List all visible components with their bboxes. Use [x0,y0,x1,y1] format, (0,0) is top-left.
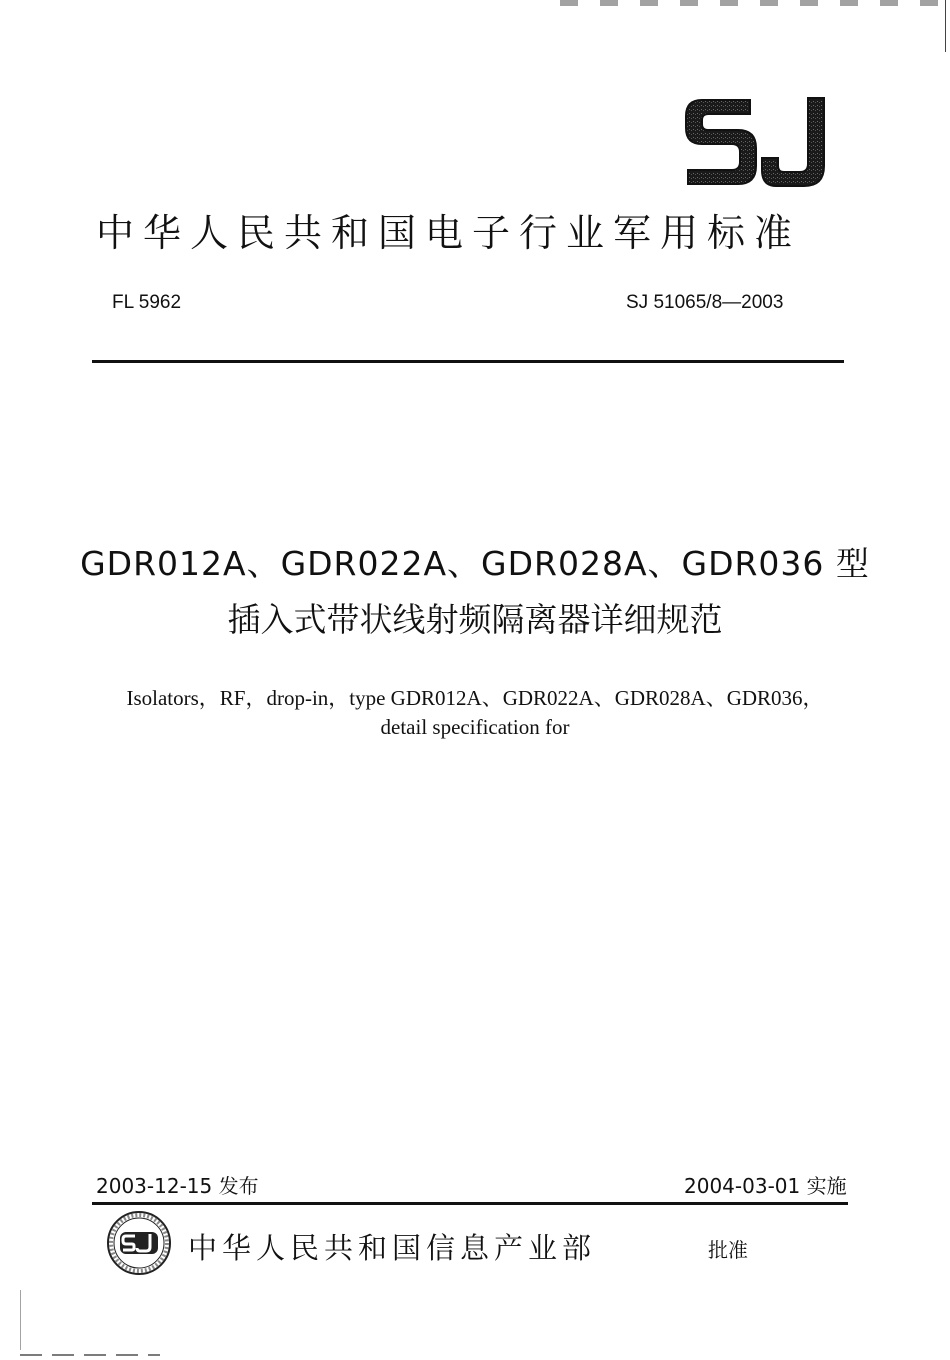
standard-number: SJ 51065/8—2003 [626,292,784,313]
scan-artifact-right [945,0,946,52]
title-chinese-line-1: GDR012A、GDR022A、GDR028A、GDR036 型 [80,544,870,583]
title-chinese-line-2: 插入式带状线射频隔离器详细规范 [227,600,723,639]
standard-type-title: 中华人民共和国电子行业军用标准 [96,211,802,255]
ministry-seal [102,1210,176,1276]
approved-label: 批准 [708,1238,748,1262]
title-english-line-1: Isolators，RF，drop-in，type GDR012A、GDR022A、GDR028A、GDR036， [126,686,824,710]
title-english-line-2: detail specification for [380,715,570,739]
issue-date: 2003-12-15 发布 [96,1174,259,1198]
classification-code: FL 5962 [112,292,182,313]
header-divider [92,360,844,363]
scan-artifact-top [560,0,950,6]
footer-divider [92,1202,848,1205]
sj-logo [680,92,830,192]
implementation-date: 2004-03-01 实施 [684,1174,847,1198]
issuing-ministry: 中华人民共和国信息产业部 [188,1231,597,1265]
scan-artifact-left [20,1290,21,1350]
scan-artifact-bottom [20,1354,160,1356]
